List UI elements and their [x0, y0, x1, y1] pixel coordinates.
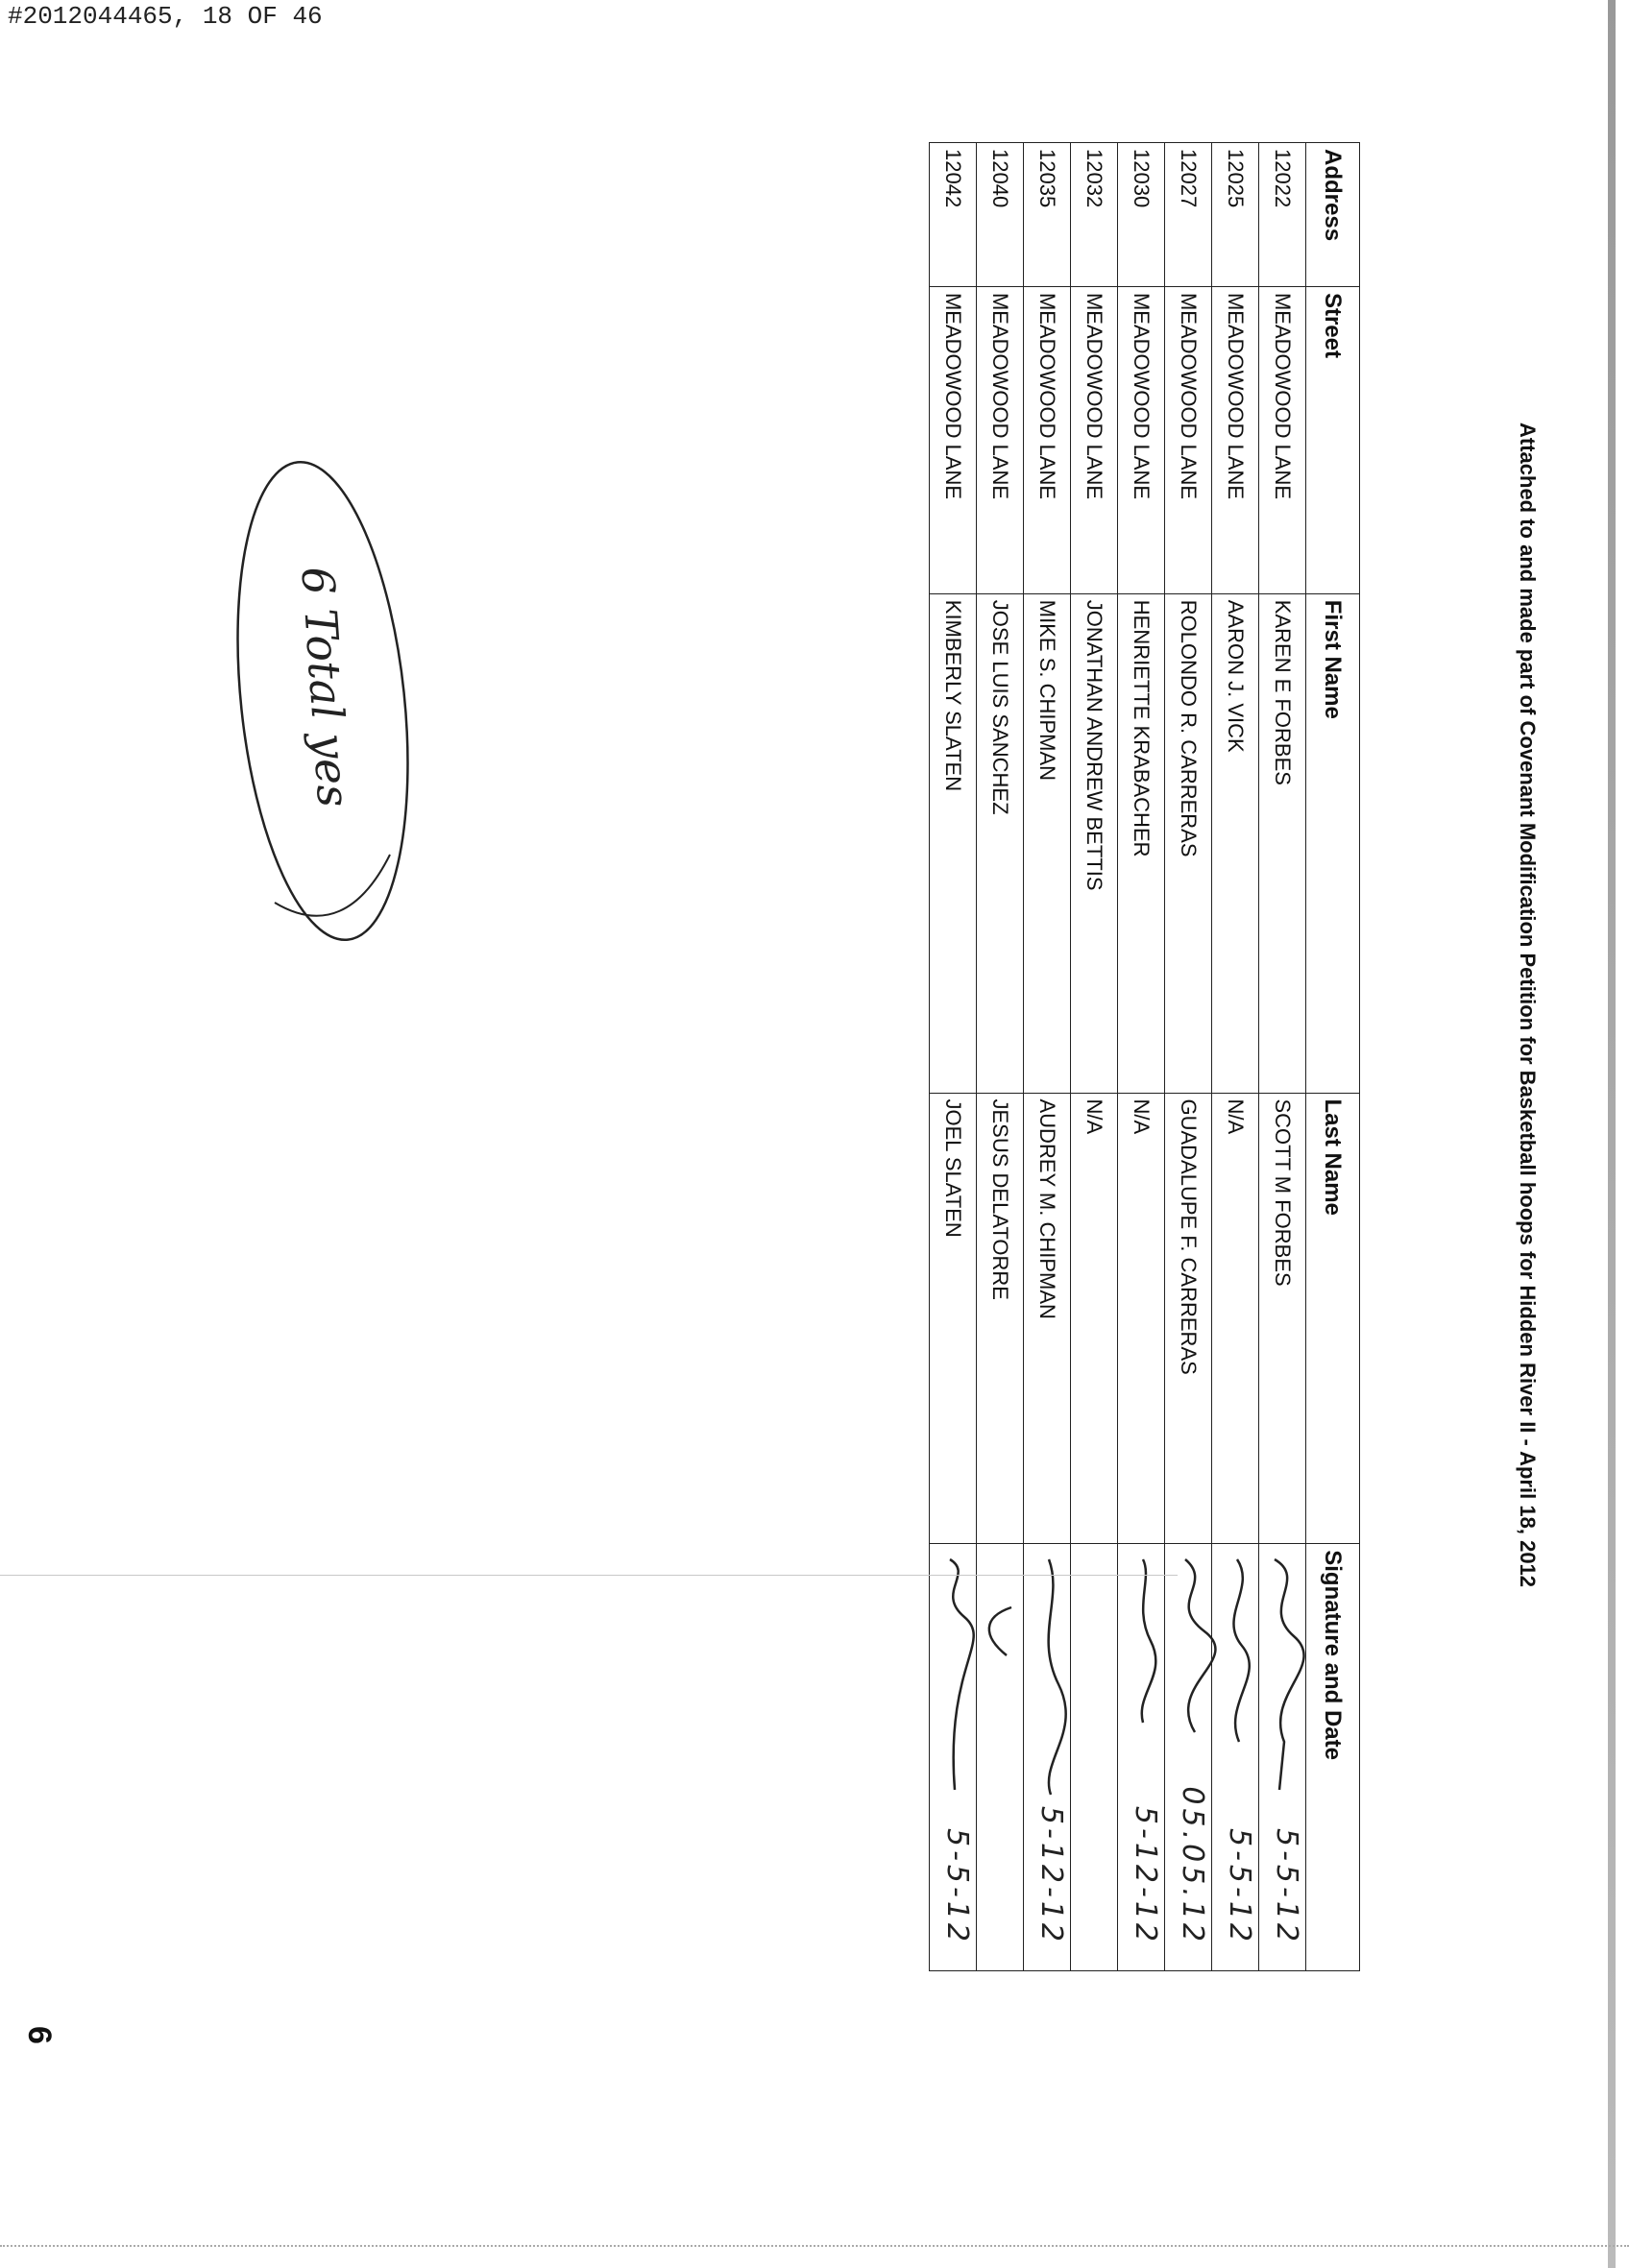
cell-street: MEADOWOOD LANE — [1259, 286, 1306, 593]
scan-line — [0, 1575, 1178, 1576]
cell-last-name: SCOTT M FORBES — [1259, 1093, 1306, 1544]
table-row — [1118, 143, 1165, 1971]
cell-street: MEADOWOOD LANE — [1071, 286, 1118, 593]
page-number: 6 — [21, 2026, 58, 2044]
cell-first-name: JOSE LUIS SANCHEZ — [977, 593, 1024, 1093]
cell-signature — [930, 1544, 977, 1971]
signature-date: 05.05.12 — [1176, 1786, 1209, 1945]
cell-last-name: AUDREY M. CHIPMAN — [1024, 1093, 1071, 1544]
cell-first-name: KIMBERLY SLATEN — [930, 593, 977, 1093]
cell-signature — [1118, 1544, 1165, 1971]
cell-first-name: MIKE S. CHIPMAN — [1024, 593, 1071, 1093]
cell-first-name: AARON J. VICK — [1212, 593, 1259, 1093]
cell-last-name: JESUS DELATORRE — [977, 1093, 1024, 1544]
handwritten-signature — [924, 1550, 984, 1799]
col-last-name: Last Name — [1306, 1093, 1360, 1544]
page-title: Attached to and made part of Covenant Modification Petition for Basketball hoops for Hidden River II - April 18, 2012 — [1516, 422, 1540, 1588]
cell-address: 12035 — [1024, 143, 1071, 287]
petition-table — [929, 142, 1360, 1971]
cell-address: 12025 — [1212, 143, 1259, 287]
signature-date: 5-12-12 — [1129, 1805, 1162, 1945]
cell-street: MEADOWOOD LANE — [1118, 286, 1165, 593]
header-row — [1306, 143, 1360, 1971]
cell-first-name: ROLONDO R. CARRERAS — [1165, 593, 1212, 1093]
signature-date: 5-5-12 — [940, 1828, 974, 1945]
cell-address: 12022 — [1259, 143, 1306, 287]
cell-last-name: JOEL SLATEN — [930, 1093, 977, 1544]
cell-address: 12040 — [977, 143, 1024, 287]
handwritten-signature — [1112, 1550, 1172, 1799]
scan-edge — [1608, 0, 1616, 2268]
col-address: Address — [1306, 143, 1360, 287]
cell-street: MEADOWOOD LANE — [1165, 286, 1212, 593]
cell-last-name: N/A — [1212, 1093, 1259, 1544]
cell-first-name: HENRIETTE KRABACHER — [1118, 593, 1165, 1093]
cell-first-name: KAREN E FORBES — [1259, 593, 1306, 1093]
col-first-name: First Name — [1306, 593, 1360, 1093]
signature-date: 5-5-12 — [1270, 1828, 1303, 1945]
cell-street: MEADOWOOD LANE — [930, 286, 977, 593]
signature-date: 5-12-12 — [1034, 1805, 1068, 1945]
cell-street: MEADOWOOD LANE — [977, 286, 1024, 593]
cell-address: 12030 — [1118, 143, 1165, 287]
col-signature-date: Signature and Date — [1306, 1544, 1360, 1971]
cell-address: 12032 — [1071, 143, 1118, 287]
cell-last-name: N/A — [1071, 1093, 1118, 1544]
cell-last-name: GUADALUPE F. CARRERAS — [1165, 1093, 1212, 1544]
scan-noise — [0, 2243, 1629, 2247]
table-row — [930, 143, 977, 1971]
cell-address: 12027 — [1165, 143, 1212, 287]
document-id: #2012044465, 18 OF 46 — [8, 2, 323, 31]
cell-address: 12042 — [930, 143, 977, 287]
cell-street: MEADOWOOD LANE — [1024, 286, 1071, 593]
cell-first-name: JONATHAN ANDREW BETTIS — [1071, 593, 1118, 1093]
cell-street: MEADOWOOD LANE — [1212, 286, 1259, 593]
handwritten-total-text: 6 Total yes — [291, 565, 360, 809]
col-street: Street — [1306, 286, 1360, 593]
signature-date: 5-5-12 — [1223, 1828, 1256, 1945]
cell-last-name: N/A — [1118, 1093, 1165, 1544]
